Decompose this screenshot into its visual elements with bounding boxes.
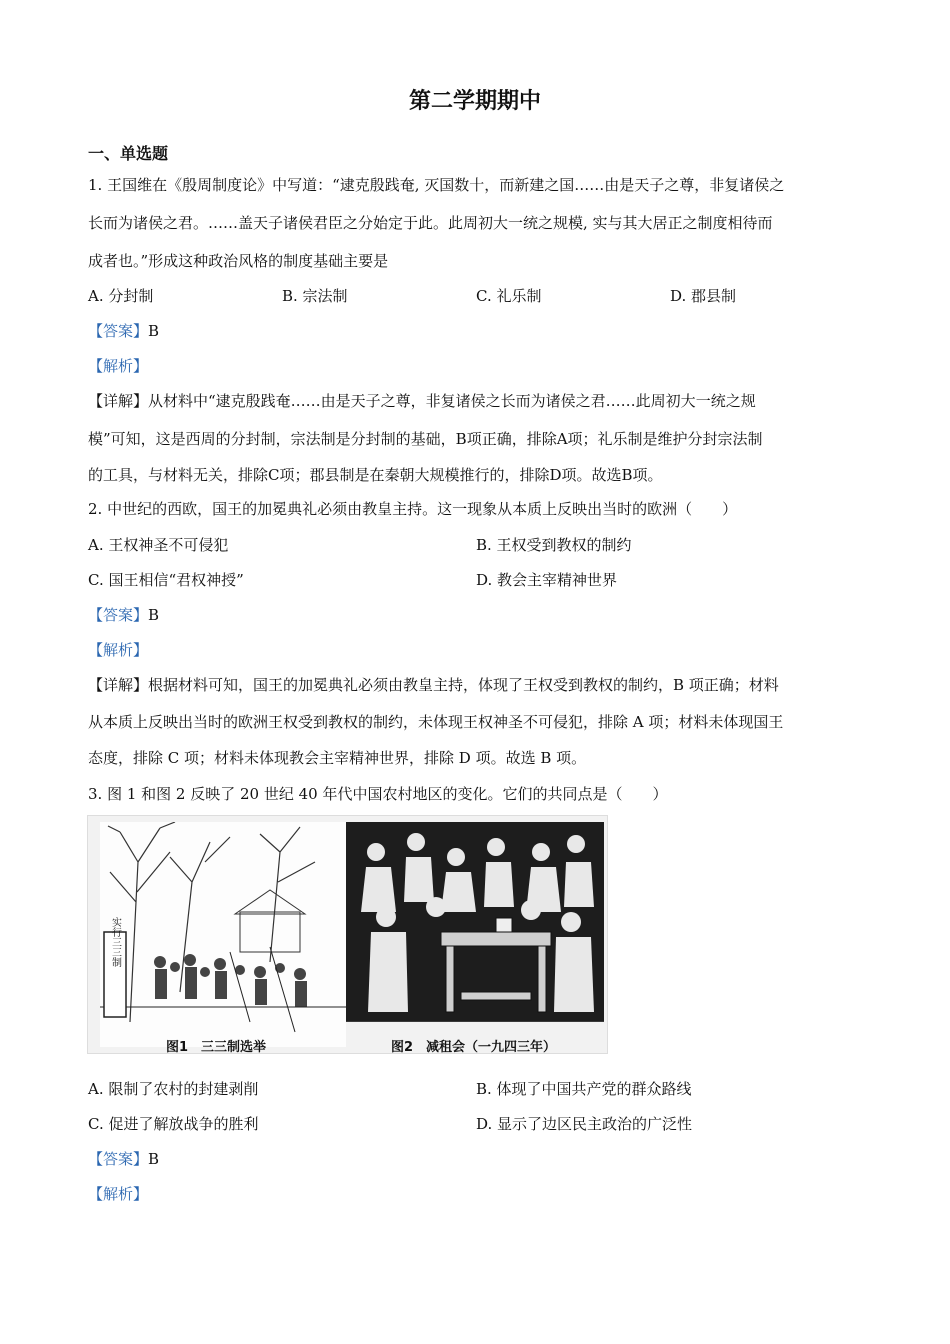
figure1-woodcut-image [100,822,346,1054]
answer-tag: 【答案】 [88,322,149,340]
q1-analysis-tag: 【解析】 [88,357,149,375]
q3-figure [87,815,608,1054]
q1-detail-text-1: 从材料中“逮克殷践奄……由是天子之尊，非复诸侯之长而为诸侯之君……此周初大一统之规 [148,392,756,410]
q3-option-a: A. 限制了农村的封建剥削 [88,1080,259,1098]
q2-stem: 2. 中世纪的西欧，国王的加冕典礼必须由教皇主持。这一现象从本质上反映出当时的欧洲（ ） [88,500,738,518]
q1-option-b: B. 宗法制 [282,287,348,305]
q2-answer-row [88,604,159,626]
figure1-banner-text: 实行三三制 [109,917,121,967]
q1-detail-line-2: 模”可知，这是西周的分封制，宗法制是分封制的基础，B项正确，排除A项；礼乐制是维护分封宗法制 [88,430,763,448]
q2-analysis-tag: 【解析】 [88,641,149,659]
detail-tag: 【详解】 [88,392,149,410]
q1-stem-line-3: 成者也。”形成这种政治风格的制度基础主要是 [88,252,389,270]
section-heading: 一、单选题 [88,144,169,163]
q1-stem-line-2: 长而为诸侯之君。……盖天子诸侯君臣之分始定于此。此周初大一统之规模, 实与其大居正之制度相待而 [88,214,773,232]
figure2-woodcut-image [346,822,604,1054]
q3-option-b: B. 体现了中国共产党的群众路线 [476,1080,692,1098]
figure1-caption: 图1 三三制选举 [166,1040,267,1054]
q1-stem-line-1: 1. 王国维在《殷周制度论》中写道：“逮克殷践奄, 灭国数十，而新建之国……由是天子之尊，非复诸侯之 [88,176,785,194]
q1-detail-line-3: 的工具，与材料无关，排除C项；郡县制是在秦朝大规模推行的，排除D项。故选B项。 [88,466,663,484]
answer-tag: 【答案】 [88,606,149,624]
q2-detail-text-1: 根据材料可知，国王的加冕典礼必须由教皇主持，体现了王权受到教权的制约，B 项正确；材料 [148,676,779,694]
q3-option-d: D. 显示了边区民主政治的广泛性 [476,1115,693,1133]
q3-option-c: C. 促进了解放战争的胜利 [88,1115,259,1133]
q2-detail-line-1 [88,674,779,696]
q3-stem: 3. 图 1 和图 2 反映了 20 世纪 40 年代中国农村地区的变化。它们的共同点是（ ） [88,785,668,803]
q1-option-c: C. 礼乐制 [476,287,542,305]
q1-option-d: D. 郡县制 [670,287,737,305]
q2-detail-line-3: 态度，排除 C 项；材料未体现教会主宰精神世界，排除 D 项。故选 B 项。 [88,749,587,767]
figure1-illustration [100,822,346,1047]
detail-tag: 【详解】 [88,676,149,694]
answer-tag: 【答案】 [88,1150,149,1168]
q3-answer-row [88,1148,159,1170]
q1-answer-value: B [148,322,160,340]
q2-option-b: B. 王权受到教权的制约 [476,536,632,554]
q2-option-c: C. 国王相信“君权神授” [88,571,244,589]
q2-option-a: A. 王权神圣不可侵犯 [88,536,229,554]
q2-answer-value: B [148,606,160,624]
q2-option-d: D. 教会主宰精神世界 [476,571,618,589]
figure2-caption: 图2 减租会（一九四三年） [391,1040,557,1054]
figure2-illustration [346,822,604,1047]
q1-answer-row [88,320,159,342]
q3-answer-value: B [148,1150,160,1168]
page-title: 第二学期期中 [408,89,541,114]
q1-option-a: A. 分封制 [88,287,154,305]
q1-detail-line-1 [88,390,756,412]
q2-detail-line-2: 从本质上反映出当时的欧洲王权受到教权的制约，未体现王权神圣不可侵犯，排除 A 项；材料未体现国王 [88,713,784,731]
q3-analysis-tag: 【解析】 [88,1185,149,1203]
